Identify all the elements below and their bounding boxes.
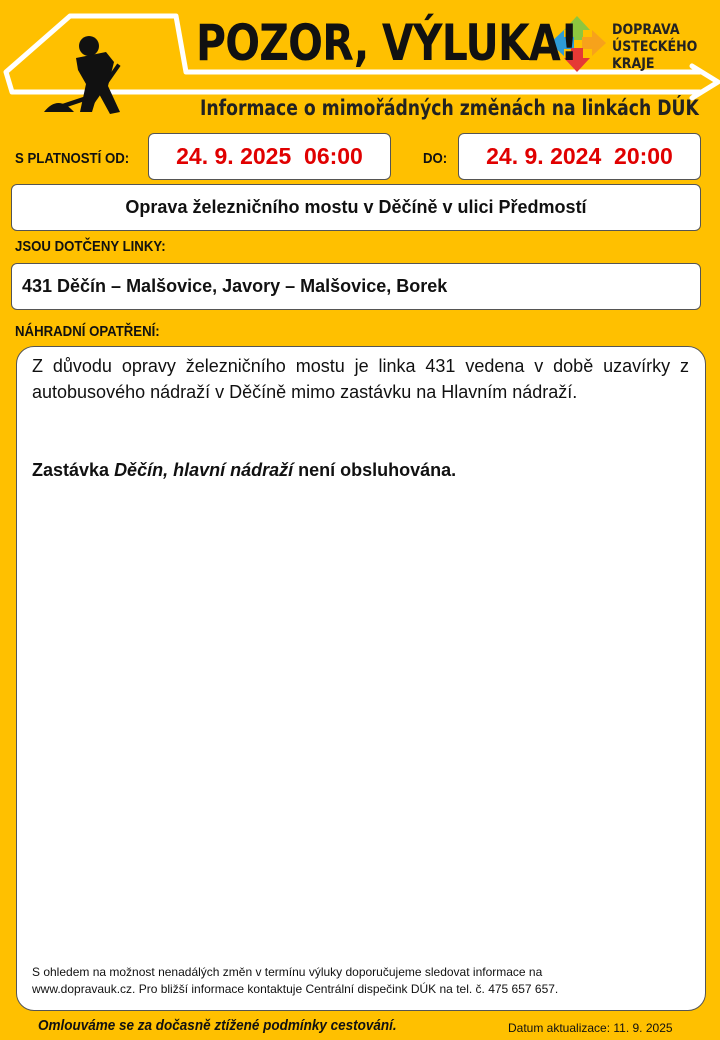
valid-from-value: 24. 9. 2025 06:00 — [148, 133, 391, 180]
header — [0, 0, 720, 130]
page-title: POZOR, VÝLUKA! — [196, 14, 578, 72]
logo-text — [612, 22, 707, 73]
affected-lines-box: 431 Děčín – Malšovice, Javory – Malšovice, Borek — [11, 263, 701, 310]
apology-text: Omlouváme se za dočasně ztížené podmínky cestování. — [38, 1017, 397, 1034]
valid-from-label: S PLATNOSTÍ OD: — [15, 150, 130, 167]
stop-notice — [32, 457, 689, 483]
logo-line: KRAJE — [612, 56, 655, 72]
measures-box — [16, 346, 706, 1011]
reason-box: Oprava železničního mostu v Děčíně v ulici Předmostí — [11, 184, 701, 231]
update-date: Datum aktualizace: 11. 9. 2025 — [508, 1021, 673, 1035]
measures-paragraph: Z důvodu opravy železničního mostu je linka 431 vedena v době uzavírky z autobusového nádraží v Děčíně mimo zastávku na Hlavním nádraží. — [32, 356, 689, 402]
stop-notice-suffix: není obsluhována. — [293, 460, 457, 480]
stop-notice-prefix: Zastávka — [32, 460, 115, 480]
construction-worker-icon — [44, 36, 121, 114]
footnote-line: www.dopravauk.cz. Pro bližší informace kontaktuje Centrální dispečink DÚK na tel. č. 475 657 657. — [32, 982, 559, 996]
measures-label: NÁHRADNÍ OPATŘENÍ: — [15, 323, 160, 340]
lines-label: JSOU DOTČENY LINKY: — [15, 238, 166, 255]
footnote-line: S ohledem na možnost nenadálých změn v termínu výluky doporučujeme sledovat informace na — [32, 965, 543, 979]
logo-line: ÚSTECKÉHO — [612, 39, 698, 55]
page-subtitle: Informace o mimořádných změnách na linkách DÚK — [200, 96, 699, 120]
valid-to-value: 24. 9. 2024 20:00 — [458, 133, 701, 180]
footnote — [32, 964, 692, 998]
stop-name: Děčín, hlavní nádraží — [114, 460, 294, 480]
valid-to-label: DO: — [423, 150, 448, 167]
logo-line: DOPRAVA — [612, 22, 680, 38]
